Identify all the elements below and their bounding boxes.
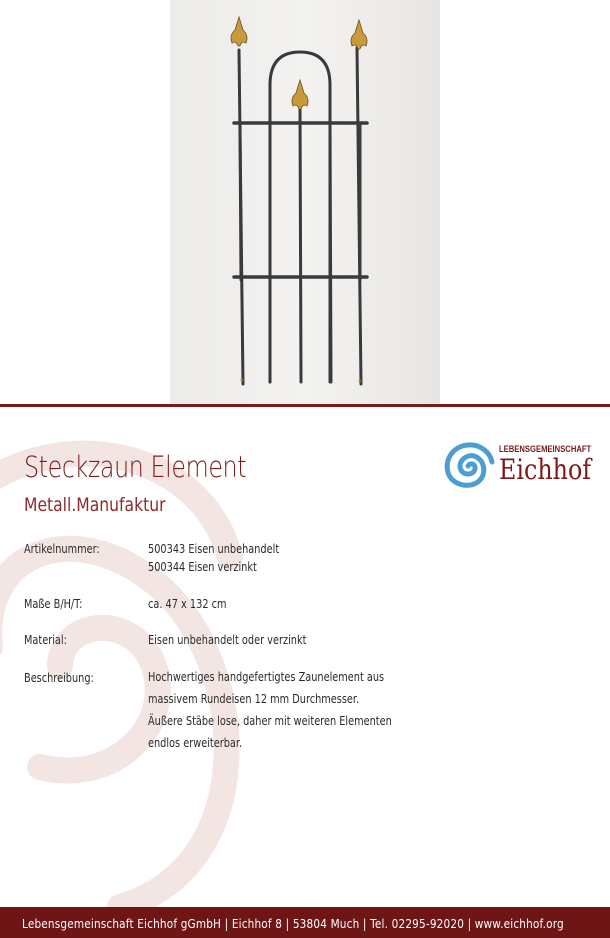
size-label: Maße B/H/T: <box>24 596 83 611</box>
article-number-line-1: 500343 Eisen unbehandelt <box>148 541 280 556</box>
logo-top-text: LEBENSGEMEINSCHAFT <box>499 444 592 454</box>
article-number-label: Artikelnummer: <box>24 541 100 556</box>
description-label: Beschreibung: <box>24 670 94 685</box>
description-line-1: Hochwertiges handgefertigtes Zaunelement aus <box>148 669 385 684</box>
fence-element-image <box>170 0 440 404</box>
product-subtitle: Metall.Manufaktur <box>24 494 166 516</box>
description-line-2: massivem Rundeisen 12 mm Durchmesser. <box>148 691 360 706</box>
swirl-logo-icon <box>440 440 496 492</box>
eichhof-logo <box>440 440 610 495</box>
footer-contact-text: Lebensgemeinschaft Eichhof gGmbH | Eichhof 8 | 53804 Much | Tel. 02295-92020 | www.eichhof.org <box>22 916 564 931</box>
article-number-line-2: 500344 Eisen verzinkt <box>148 559 257 574</box>
product-photo <box>170 0 440 404</box>
footer-bar <box>0 907 610 938</box>
description-line-3: Äußere Stäbe lose, daher mit weiteren Elementen <box>148 713 392 728</box>
description-text <box>148 666 392 754</box>
logo-main-text: Eichhof <box>499 453 592 486</box>
material-value: Eisen unbehandelt oder verzinkt <box>148 632 307 647</box>
description-line-4: endlos erweiterbar. <box>148 735 243 750</box>
material-label: Material: <box>24 632 67 647</box>
size-value: ca. 47 x 132 cm <box>148 596 227 611</box>
product-title: Steckzaun Element <box>24 450 247 484</box>
